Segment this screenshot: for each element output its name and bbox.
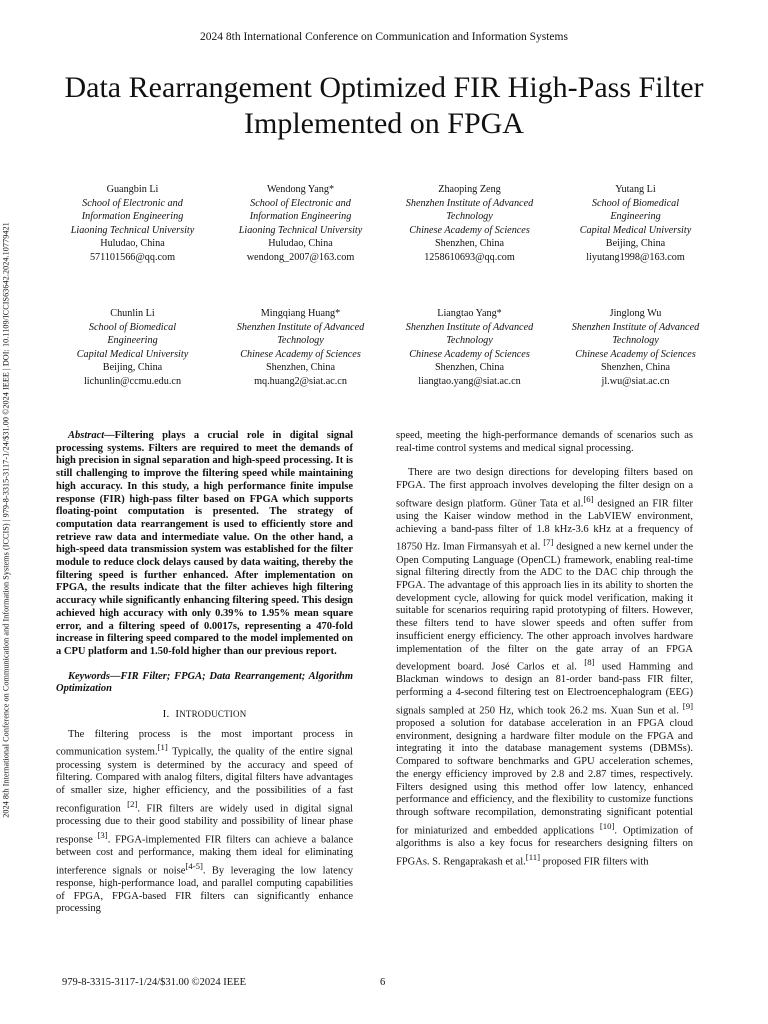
author-card <box>218 183 383 265</box>
text-run: The filtering process is the most important process in communication system. <box>56 728 353 758</box>
citation: [10] <box>599 820 615 831</box>
author-affiliation: Liaoning Technical University <box>70 224 195 236</box>
author-email: wendong_2007@163.com <box>246 251 355 263</box>
author-card <box>553 183 718 265</box>
author-affiliation: Information Engineering <box>81 211 184 223</box>
author-affiliation: Technology <box>277 335 324 347</box>
author-email: liangtao.yang@siat.ac.cn <box>418 375 521 387</box>
abstract-label: Abstract <box>68 430 105 441</box>
citation: [7] <box>543 537 554 548</box>
author-affiliation: Capital Medical University <box>579 224 692 236</box>
author-affiliation: Shenzhen Institute of Advanced <box>236 321 365 333</box>
text-run: . By leveraging the low latency response, high-performance load, and parallel computing capabilities of FPGA, FPGA-based FIR filters can significantly enhance processing <box>56 865 353 915</box>
section-number: I. <box>162 708 170 721</box>
left-column <box>56 430 353 916</box>
citation: [6] <box>583 493 594 504</box>
author-email: mq.huang2@siat.ac.cn <box>254 375 347 387</box>
author-card <box>387 307 552 389</box>
text-run: . FIR filters are widely used in digital signal processing due to their good stability and possibility of linear phase response <box>56 803 353 846</box>
title-line-1: Data Rearrangement Optimized FIR High-Pass Filter <box>64 71 704 104</box>
author-affiliation: Chinese Academy of Sciences <box>240 348 361 360</box>
author-name: Chunlin Li <box>110 308 155 319</box>
author-email: 571101566@qq.com <box>89 251 176 263</box>
author-affiliation: Technology <box>612 335 659 347</box>
author-affiliation: Shenzhen Institute of Advanced <box>405 197 534 209</box>
author-name: Zhaoping Zeng <box>438 184 501 195</box>
paper-title <box>40 70 728 142</box>
text-run: . Optimization of algorithms is also a key focus for researchers designing filters on FPGAs. S. Rengaprakash et al. <box>396 825 693 868</box>
text-run: . FPGA-implemented FIR filters can achieve a balance between cost and performance, making them ideal for eliminating interference signals or noise <box>56 834 353 877</box>
citation: [11] <box>525 851 541 862</box>
author-affiliation: Technology <box>446 335 493 347</box>
intro-paragraph-1 <box>56 729 353 916</box>
author-name: Mingqiang Huang* <box>260 308 341 319</box>
abstract <box>56 430 353 659</box>
author-email: lichunlin@ccmu.edu.cn <box>83 375 182 387</box>
author-affiliation: Liaoning Technical University <box>238 224 363 236</box>
author-name: Guangbin Li <box>106 184 159 195</box>
author-card <box>218 307 383 389</box>
right-paragraph-1 <box>396 467 693 868</box>
author-city: Shenzhen, China <box>600 362 671 374</box>
author-affiliation: Chinese Academy of Sciences <box>575 348 696 360</box>
text-run: proposed a solution for database acceleration in an FPGA cloud environment, designing a hardware filter module on the FPGA and integrating it into the database management systems (DBMSs). Compared to software benchmarks and GPU acceleration schemes, the energy efficiency improved by 2.8 and 2.87 times, respectively. Filters designed using this method offer low latency, enhanced performance and efficiency, and the flexibility to customize functions through software recompilation, demonstrating significant potential for miniaturized and embedded applications <box>396 718 693 837</box>
author-email: jl.wu@siat.ac.cn <box>601 375 670 387</box>
author-affiliation: School of Biomedical <box>88 321 177 333</box>
title-line-2: Implemented on FPGA <box>244 107 524 140</box>
author-card <box>553 307 718 389</box>
author-city: Beijing, China <box>605 238 666 250</box>
author-city: Shenzhen, China <box>434 238 505 250</box>
author-city: Beijing, China <box>102 362 163 374</box>
author-affiliation: School of Electronic and <box>250 197 351 209</box>
author-name: Wendong Yang* <box>266 184 335 195</box>
author-affiliation: Chinese Academy of Sciences <box>409 224 530 236</box>
page-number: 6 <box>380 977 386 988</box>
author-affiliation: Information Engineering <box>249 211 352 223</box>
author-city: Shenzhen, China <box>434 362 505 374</box>
text-run: designed an FIR filter using the Kaiser window method in the LabVIEW environment, achieving a band-pass filter of 1.8 kHz-3.6 kHz at a frequency of 18750 Hz. Iman Firmansyah et al. <box>396 498 693 553</box>
footer-isbn: 979-8-3315-3117-1/24/$31.00 ©2024 IEEE <box>62 977 247 988</box>
keywords: Keywords—FIR Filter; FPGA; Data Rearrangement; Algorithm Optimization <box>56 670 353 695</box>
author-email: liyutang1998@163.com <box>586 251 685 263</box>
section-title-rest: NTRODUCTION <box>179 709 247 720</box>
author-affiliation: Engineering <box>610 211 661 223</box>
citation: [3] <box>97 829 108 840</box>
author-name: Liangtao Yang* <box>437 308 502 319</box>
author-affiliation: Engineering <box>107 335 158 347</box>
citation: [8] <box>584 657 595 668</box>
text-run: designed a new kernel under the Open Computing Language (OpenCL) framework, enabling real-time signal filtering directly from the ADC to the DAC chip through the FPGA. The advantage of this approach lies in its ability to shorten the development cycle, allowing for quick model verification, making it suitable for scenarios requiring rapid prototyping of filters. However, these filters tend to have slower speeds and often suffer from insufficient energy efficiency. The other approach involves hardware implementation of the filter on the gate array of an FPGA development board. José Carlos et al. <box>396 541 693 673</box>
conference-header: 2024 8th International Conference on Communication and Information Systems <box>200 31 568 43</box>
doi-sidebar <box>0 140 16 900</box>
doi-sidebar-text: 2024 8th International Conference on Communication and Information Systems (ICCIS) | 979-8-3315-3117-1/24/$31.00 ©2024 IEEE | DOI: 10.1109/ICCIS63642.2024.10779421 <box>1 222 11 818</box>
author-card <box>50 307 215 389</box>
author-card <box>50 183 215 265</box>
author-affiliation: Shenzhen Institute of Advanced <box>571 321 700 333</box>
author-name: Jinglong Wu <box>609 308 662 319</box>
section-heading-introduction <box>56 708 353 721</box>
author-city: Huludao, China <box>268 238 333 250</box>
abstract-dash: — <box>104 430 115 441</box>
citation: [4-5] <box>185 860 203 871</box>
citation: [9] <box>682 700 693 711</box>
author-card <box>387 183 552 265</box>
citation: [1] <box>157 742 168 753</box>
author-affiliation: Chinese Academy of Sciences <box>409 348 530 360</box>
text-run: used Hamming and Blackman windows to design an 81-order band-pass FIR filter, performing a 4-second filtering test on Electroencephalogram (EEG) signals sampled at 250 Hz, which took 26.2 ms. Xuan Sun et al. <box>396 661 694 717</box>
author-affiliation: Technology <box>446 211 493 223</box>
citation: [2] <box>127 798 138 809</box>
right-column <box>396 430 693 869</box>
author-affiliation: Shenzhen Institute of Advanced <box>405 321 534 333</box>
text-run: proposed FIR filters with <box>540 856 649 868</box>
author-email: 1258610693@qq.com <box>424 251 515 263</box>
author-city: Huludao, China <box>100 238 165 250</box>
abstract-text: Filtering plays a crucial role in digital signal processing systems. Filters are required to meet the demands of high precision in signal separation and high-speed processing. It is still challenging to improve the filtering speed while maintaining high accuracy. In this study, a high performance finite impulse response (FIR) high-pass filter based on FPGA which supports floating-point computation is presented. The strategy of computation data rearrangement is used to efficiently store and retrieve raw data and intermediate value. On the other hand, a high-speed data transmission system was established for the filter module to reduce clock delays caused by data waiting, thereby the filtering speed is further enhanced. After implementation on FPGA, the results indicate that the filter achieves high filtering accuracy while significantly enhancing filtering speed. This design achieved high accuracy with only 0.39% to 1.95% mean square error, and a filtering speed of 0.0017s, representing a 470-fold increase in filtering speed compared to the model implemented on a CPU platform and 1.50-fold higher than our previous report. <box>56 430 353 657</box>
text-run: Typically, the quality of the entire signal processing system is determined by the accuracy and speed of filtering. Compared with analog filters, digital filters have advantages of smaller size, higher efficiency, and the possibilities of a fast reconfiguration <box>56 746 353 815</box>
text-run: There are two design directions for developing filters based on FPGA. The first approach involves developing the filter design on a software design platform. Güner Tata et al. <box>396 467 693 510</box>
right-paragraph-continued: speed, meeting the high-performance demands of scenarios such as real-time control systems and medical signal processing. <box>396 430 693 454</box>
author-city: Shenzhen, China <box>265 362 336 374</box>
author-affiliation: School of Biomedical <box>591 197 680 209</box>
author-affiliation: School of Electronic and <box>82 197 183 209</box>
author-affiliation: Capital Medical University <box>76 348 189 360</box>
author-name: Yutang Li <box>615 184 656 195</box>
section-title-first: I <box>175 708 180 721</box>
